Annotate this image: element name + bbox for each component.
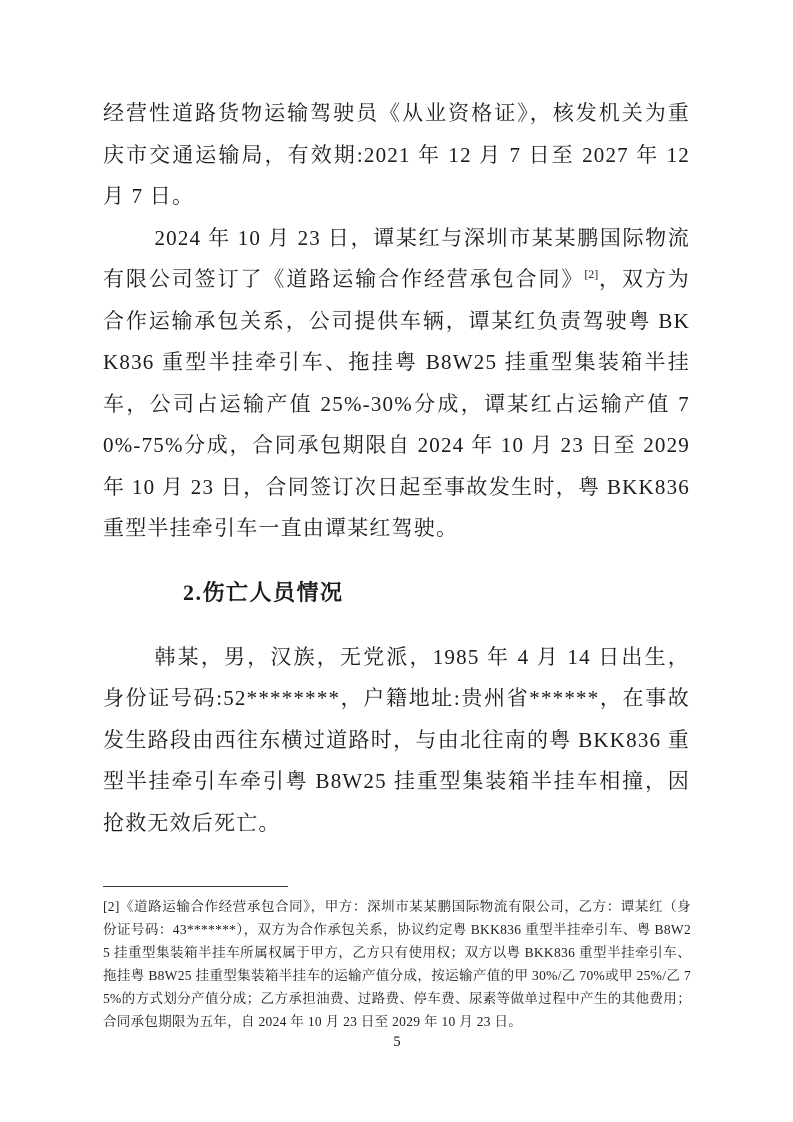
footnote-separator-line bbox=[103, 886, 288, 887]
page-number: 5 bbox=[393, 1034, 401, 1050]
contract-text-after-ref: ，双方为合作运输承包关系，公司提供车辆，谭某红负责驾驶粤 BKK836 重型半挂牵引车、拖挂粤 B8W25 挂重型集装箱半挂车，公司占运输产值 25%-30%分成，谭某红占运输产值 70%-75%分成，合同承包期限自 2024 年 10 月 23 日至 2029 年 10 月 23 日，合同签订次日起至事故发生时，粤 BKK836 重型半挂牵引车一直由谭某红驾驶。 bbox=[103, 267, 690, 540]
footnote-text bbox=[103, 895, 691, 1033]
footnote-reference-marker: [2] bbox=[584, 267, 599, 281]
footnote-marker: [2] bbox=[103, 899, 120, 914]
document-body bbox=[103, 93, 690, 844]
paragraph-victim-info: 韩某，男，汉族，无党派，1985 年 4 月 14 日出生，身份证号码:52********，户籍地址:贵州省******，在事故发生路段由西往东横过道路时，与由北往南的粤 BKK836 重型半挂牵引车牵引粤 B8W25 挂重型集装箱半挂车相撞，因抢救无效后死亡。 bbox=[103, 644, 690, 835]
paragraph-contract-details bbox=[103, 218, 690, 550]
contract-text-before-ref: 2024 年 10 月 23 日，谭某红与深圳市某某鹏国际物流有限公司签订了《道路运输合作经营承包合同》 bbox=[103, 225, 690, 291]
footnote-section bbox=[103, 886, 691, 1033]
section-heading-casualties: 2.伤亡人员情况 bbox=[183, 579, 344, 605]
footnote-body: 《道路运输合作经营承包合同》，甲方：深圳市某某鹏国际物流有限公司，乙方：谭某红（身份证号码：43*******），双方为合作承包关系，协议约定粤 BKK836 重型半挂牵引车、粤 B8W25 挂重型集装箱半挂车所属权属于甲方，乙方只有使用权；双方以粤 BKK836 重型半挂牵引车、拖挂粤 B8W25 挂重型集装箱半挂车的运输产值分成，按运输产值的甲 30%/乙 70%或甲 25%/乙 75%的方式划分产值分成；乙方承担油费、过路费、停车费、尿素等做单过程中产生的其他费用；合同承包期限为五年，自 2024 年 10 月 23 日至 2029 年 10 月 23 日。 bbox=[103, 899, 691, 1029]
paragraph-license-validity: 经营性道路货物运输驾驶员《从业资格证》，核发机关为重庆市交通运输局，有效期:2021 年 12 月 7 日至 2027 年 12 月 7 日。 bbox=[103, 101, 690, 208]
